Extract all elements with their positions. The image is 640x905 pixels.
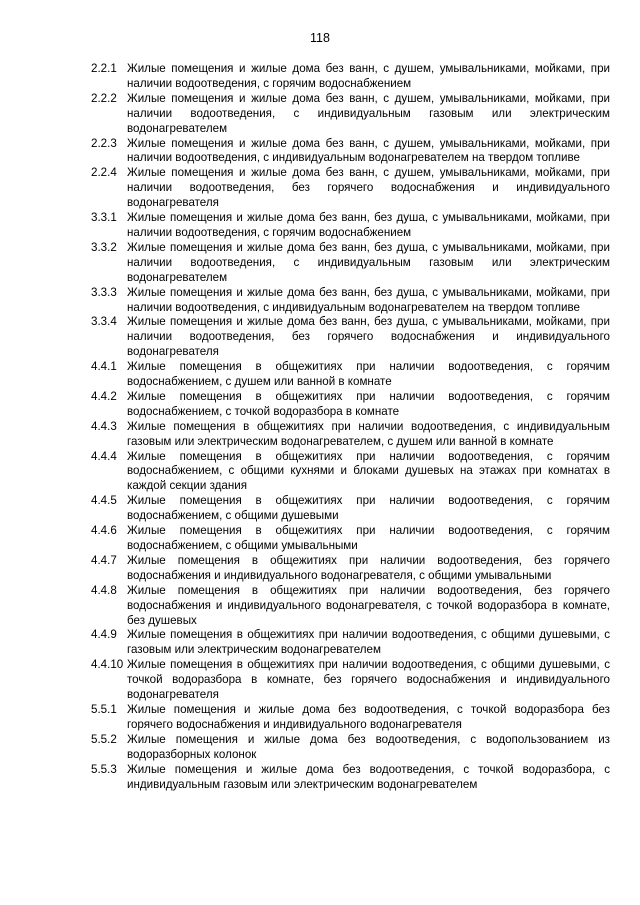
entry-text: Жилые помещения и жилые дома без ванн, без душа, с умывальниками, мойками, при наличии водоотведения, без горячего водоснабжения и индивидуального водонагревателя bbox=[127, 315, 610, 359]
entry-text: Жилые помещения в общежитиях при наличии водоотведения, с горячим водоснабжением, с общими душевыми bbox=[127, 494, 610, 523]
entry-code: 4.4.3 bbox=[91, 419, 117, 433]
list-item bbox=[91, 315, 610, 360]
list-item bbox=[91, 494, 610, 524]
entry-code: 3.3.4 bbox=[91, 315, 117, 329]
entry-text: Жилые помещения в общежитиях при наличии водоотведения, с горячим водоснабжением, с точкой водоразбора в комнате bbox=[127, 389, 610, 418]
entry-code: 5.5.2 bbox=[91, 732, 117, 746]
list-item bbox=[91, 524, 610, 554]
entry-code: 3.3.1 bbox=[91, 211, 117, 225]
entry-text: Жилые помещения в общежитиях при наличии водоотведения, с общими душевыми, с газовым или электрическим водонагревателем bbox=[127, 628, 610, 657]
entry-code: 4.4.10 bbox=[91, 658, 124, 672]
entry-text: Жилые помещения и жилые дома без ванн, без душа, с умывальниками, мойками, при наличии водоотведения, с индивидуальным водонагревателем на твердом топливе bbox=[127, 285, 610, 314]
entry-code: 4.4.4 bbox=[91, 449, 117, 463]
list-item bbox=[91, 92, 610, 137]
entry-code: 4.4.7 bbox=[91, 553, 117, 567]
list-item bbox=[91, 450, 610, 495]
entry-text: Жилые помещения и жилые дома без водоотведения, с точкой водоразбора, с индивидуальным газовым или электрическим водонагревателем bbox=[127, 762, 610, 791]
entry-text: Жилые помещения и жилые дома без ванн, без душа, с умывальниками, мойками, при наличии водоотведения, с горячим водоснабжением bbox=[127, 211, 610, 239]
entry-code: 2.2.2 bbox=[91, 91, 117, 105]
entry-code: 5.5.3 bbox=[91, 762, 117, 776]
entry-code: 2.2.3 bbox=[91, 136, 117, 150]
entry-code: 4.4.1 bbox=[91, 360, 117, 374]
entry-code: 4.4.5 bbox=[91, 494, 117, 508]
entry-code: 3.3.3 bbox=[91, 285, 117, 299]
entry-text: Жилые помещения и жилые дома без ванн, с душем, умывальниками, мойками, при наличии водоотведения, с индивидуальным водонагревателем на твердом топливе bbox=[127, 136, 610, 165]
entry-text: Жилые помещения и жилые дома без ванн, с душем, умывальниками, мойками, при наличии водоотведения, с индивидуальным газовым или электрическим водонагревателем bbox=[127, 91, 610, 135]
entry-code: 2.2.1 bbox=[91, 62, 117, 75]
entry-text: Жилые помещения в общежитиях при наличии водоотведения, с горячим водоснабжением, с душем или ванной в комнате bbox=[127, 360, 610, 389]
page-number: 118 bbox=[310, 31, 330, 45]
list-item bbox=[91, 554, 610, 584]
entry-text: Жилые помещения в общежитиях при наличии водоотведения, с горячим водоснабжением, с общими умывальными bbox=[127, 524, 610, 552]
list-item bbox=[91, 584, 610, 629]
list-item bbox=[91, 628, 610, 658]
entry-text: Жилые помещения в общежитиях при наличии водоотведения, без горячего водоснабжения и индивидуального водонагревателя, с общими умывальными bbox=[127, 553, 610, 582]
entry-code: 4.4.8 bbox=[91, 583, 117, 597]
list-item bbox=[91, 390, 610, 420]
entry-code: 5.5.1 bbox=[91, 702, 117, 716]
entry-text: Жилые помещения и жилые дома без водоотведения, с точкой водоразбора без горячего водоснабжения и индивидуального водонагревателя bbox=[127, 702, 610, 731]
list-item bbox=[91, 241, 610, 286]
list-item bbox=[91, 658, 610, 703]
entry-code: 4.4.9 bbox=[91, 628, 117, 642]
list-item bbox=[91, 703, 610, 733]
entry-text: Жилые помещения в общежитиях при наличии водоотведения, с общими душевыми, с точкой водоразбора в комнате, без горячего водоснабжения и индивидуального водонагревателя bbox=[127, 658, 610, 702]
entry-text: Жилые помещения и жилые дома без водоотведения, с водопользованием из водоразборных колонок bbox=[127, 732, 610, 761]
entry-code: 2.2.4 bbox=[91, 166, 117, 180]
list-item bbox=[91, 211, 610, 241]
list-item bbox=[91, 763, 610, 793]
list-item bbox=[91, 286, 610, 316]
entry-code: 4.4.6 bbox=[91, 524, 117, 538]
entry-code: 3.3.2 bbox=[91, 240, 117, 254]
entry-text: Жилые помещения в общежитиях при наличии водоотведения, без горячего водоснабжения и индивидуального водонагревателя, с точкой водоразбора в комнате, без душевых bbox=[127, 583, 610, 627]
entry-text: Жилые помещения и жилые дома без ванн, без душа, с умывальниками, мойками, при наличии водоотведения, с индивидуальным газовым или электрическим водонагревателем bbox=[127, 240, 610, 284]
list-item bbox=[91, 733, 610, 763]
list-item bbox=[91, 420, 610, 450]
entry-text: Жилые помещения и жилые дома без ванн, с душем, умывальниками, мойками, при наличии водоотведения, без горячего водоснабжения и индивидуального водонагревателя bbox=[127, 166, 610, 210]
list-item bbox=[91, 137, 610, 167]
entry-text: Жилые помещения в общежитиях при наличии водоотведения, с индивидуальным газовым или электрическим водонагревателем, с душем или ванной в комнате bbox=[127, 419, 610, 448]
entry-code: 4.4.2 bbox=[91, 389, 117, 403]
entry-text: Жилые помещения в общежитиях при наличии водоотведения, с горячим водоснабжением, с общими кухнями и блоками душевых на этажах при комнатах в каждой секции здания bbox=[127, 449, 610, 493]
entry-list bbox=[91, 62, 610, 792]
list-item bbox=[91, 166, 610, 211]
list-item bbox=[91, 360, 610, 390]
entry-text: Жилые помещения и жилые дома без ванн, с душем, умывальниками, мойками, при наличии водоотведения, с горячим водоснабжением bbox=[127, 62, 610, 90]
list-item bbox=[91, 62, 610, 92]
